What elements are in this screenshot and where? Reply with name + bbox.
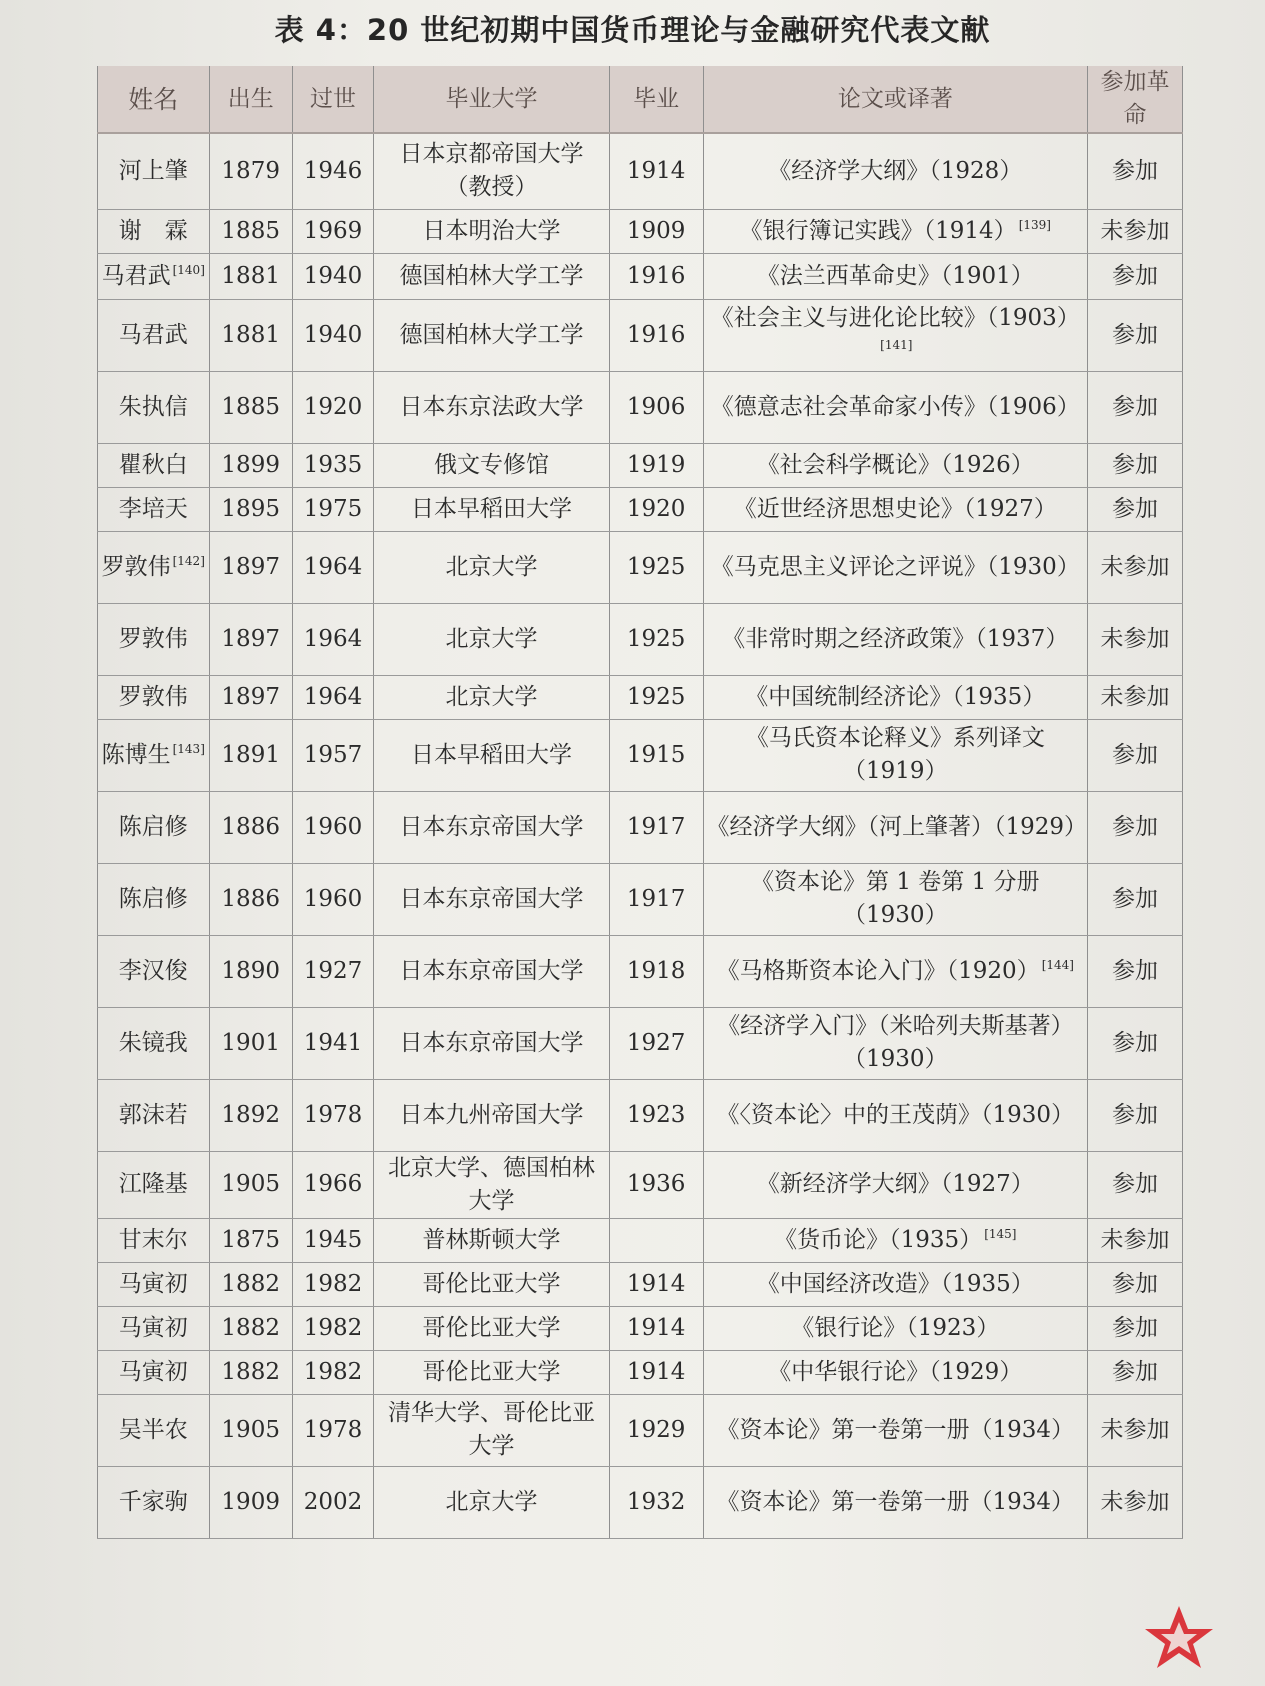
col-header-graduation: 毕业 [609, 66, 703, 133]
cell-death: 1946 [292, 133, 373, 209]
cell-birth: 1892 [209, 1079, 292, 1151]
cell-revolution: 未参加 [1088, 209, 1183, 253]
table-row [98, 531, 1183, 603]
table-caption: 表 4：20 世纪初期中国货币理论与金融研究代表文献 [274, 13, 991, 47]
cell-death: 1975 [292, 487, 373, 531]
cell-birth: 1881 [209, 253, 292, 299]
cell-revolution: 参加 [1088, 791, 1183, 863]
cell-death: 1982 [292, 1306, 373, 1350]
cell-work: 《社会主义与进化论比较》（1903）[141] [703, 299, 1088, 371]
cell-death: 1964 [292, 603, 373, 675]
cell-work: 《中国经济改造》（1935） [703, 1262, 1088, 1306]
cell-revolution: 参加 [1088, 1079, 1183, 1151]
cell-revolution: 参加 [1088, 371, 1183, 443]
cell-work: 《经济学入门》（米哈列夫斯基著）（1930） [703, 1007, 1088, 1079]
cell-name: 李培天 [98, 487, 210, 531]
cell-death: 1966 [292, 1151, 373, 1218]
cell-revolution: 参加 [1088, 443, 1183, 487]
table-row [98, 1306, 1183, 1350]
cell-birth: 1899 [209, 443, 292, 487]
cell-university: 北京大学 [374, 603, 610, 675]
cell-revolution: 参加 [1088, 1007, 1183, 1079]
cell-name: 陈启修 [98, 863, 210, 935]
table-row [98, 1007, 1183, 1079]
cell-university: 北京大学 [374, 531, 610, 603]
cell-work: 《经济学大纲》（1928） [703, 133, 1088, 209]
cell-graduation: 1914 [609, 1306, 703, 1350]
cell-revolution: 未参加 [1088, 1394, 1183, 1466]
cell-revolution: 参加 [1088, 487, 1183, 531]
cell-university: 哥伦比亚大学 [374, 1350, 610, 1394]
cell-work: 《资本论》第 1 卷第 1 分册（1930） [703, 863, 1088, 935]
cell-university: 日本东京帝国大学 [374, 935, 610, 1007]
red-star-stamp-icon [1143, 1602, 1215, 1674]
cell-graduation: 1936 [609, 1151, 703, 1218]
cell-graduation: 1909 [609, 209, 703, 253]
table-row [98, 443, 1183, 487]
cell-university: 日本明治大学 [374, 209, 610, 253]
cell-death: 1978 [292, 1079, 373, 1151]
cell-name: 河上肇 [98, 133, 210, 209]
cell-name: 甘末尔 [98, 1218, 210, 1262]
cell-death: 1940 [292, 299, 373, 371]
cell-work: 《马氏资本论释义》系列译文（1919） [703, 719, 1088, 791]
cell-revolution: 参加 [1088, 253, 1183, 299]
cell-work: 《中国统制经济论》（1935） [703, 675, 1088, 719]
cell-university: 哥伦比亚大学 [374, 1306, 610, 1350]
cell-birth: 1886 [209, 863, 292, 935]
table-row [98, 719, 1183, 791]
cell-graduation: 1917 [609, 863, 703, 935]
cell-work: 《中华银行论》（1929） [703, 1350, 1088, 1394]
cell-university: 德国柏林大学工学 [374, 253, 610, 299]
cell-birth: 1909 [209, 1466, 292, 1538]
cell-graduation: 1915 [609, 719, 703, 791]
cell-work: 《货币论》（1935） [145] [703, 1218, 1088, 1262]
table-row [98, 1151, 1183, 1218]
cell-death: 1940 [292, 253, 373, 299]
cell-birth: 1875 [209, 1218, 292, 1262]
cell-revolution: 参加 [1088, 719, 1183, 791]
table-row [98, 1394, 1183, 1466]
cell-university: 日本东京帝国大学 [374, 863, 610, 935]
cell-name: 马君武 [140] [98, 253, 210, 299]
cell-graduation: 1916 [609, 253, 703, 299]
cell-graduation: 1923 [609, 1079, 703, 1151]
cell-birth: 1905 [209, 1151, 292, 1218]
cell-death: 1960 [292, 791, 373, 863]
cell-birth: 1895 [209, 487, 292, 531]
col-header-death: 过世 [292, 66, 373, 133]
cell-revolution: 未参加 [1088, 1218, 1183, 1262]
cell-birth: 1897 [209, 603, 292, 675]
cell-graduation: 1914 [609, 1350, 703, 1394]
col-header-university: 毕业大学 [374, 66, 610, 133]
cell-birth: 1879 [209, 133, 292, 209]
cell-birth: 1886 [209, 791, 292, 863]
cell-birth: 1897 [209, 531, 292, 603]
cell-graduation: 1914 [609, 1262, 703, 1306]
cell-birth: 1882 [209, 1350, 292, 1394]
cell-name: 陈启修 [98, 791, 210, 863]
cell-name: 谢 霖 [98, 209, 210, 253]
cell-name: 朱镜我 [98, 1007, 210, 1079]
cell-name: 马君武 [98, 299, 210, 371]
cell-birth: 1882 [209, 1306, 292, 1350]
cell-death: 1982 [292, 1350, 373, 1394]
table-row [98, 253, 1183, 299]
table-row [98, 1350, 1183, 1394]
footnote-ref: [139] [1018, 217, 1051, 232]
cell-name: 瞿秋白 [98, 443, 210, 487]
cell-name: 马寅初 [98, 1262, 210, 1306]
cell-university: 普林斯顿大学 [374, 1218, 610, 1262]
cell-university: 日本九州帝国大学 [374, 1079, 610, 1151]
cell-graduation: 1917 [609, 791, 703, 863]
table-row [98, 863, 1183, 935]
cell-revolution: 参加 [1088, 1350, 1183, 1394]
cell-revolution: 参加 [1088, 935, 1183, 1007]
cell-revolution: 参加 [1088, 1306, 1183, 1350]
cell-work: 《银行论》（1923） [703, 1306, 1088, 1350]
cell-work: 《德意志社会革命家小传》（1906） [703, 371, 1088, 443]
cell-graduation: 1927 [609, 1007, 703, 1079]
cell-graduation: 1914 [609, 133, 703, 209]
cell-death: 1957 [292, 719, 373, 791]
cell-university: 北京大学 [374, 1466, 610, 1538]
cell-name: 罗敦伟 [98, 603, 210, 675]
cell-work: 《近世经济思想史论》（1927） [703, 487, 1088, 531]
cell-university: 日本早稻田大学 [374, 487, 610, 531]
cell-death: 1927 [292, 935, 373, 1007]
footnote-ref: [142] [172, 553, 205, 568]
cell-name: 马寅初 [98, 1306, 210, 1350]
table-row [98, 603, 1183, 675]
footnote-ref: [145] [984, 1226, 1017, 1241]
cell-graduation [609, 1218, 703, 1262]
cell-name: 罗敦伟 [98, 675, 210, 719]
cell-graduation: 1925 [609, 603, 703, 675]
table-row [98, 133, 1183, 209]
cell-university: 日本东京帝国大学 [374, 1007, 610, 1079]
cell-university: 日本京都帝国大学（教授） [374, 133, 610, 209]
cell-revolution: 未参加 [1088, 1466, 1183, 1538]
table-row [98, 487, 1183, 531]
cell-work: 《非常时期之经济政策》（1937） [703, 603, 1088, 675]
cell-name: 千家驹 [98, 1466, 210, 1538]
table-row [98, 299, 1183, 371]
cell-death: 1960 [292, 863, 373, 935]
cell-death: 1969 [292, 209, 373, 253]
cell-death: 1964 [292, 531, 373, 603]
cell-revolution: 未参加 [1088, 675, 1183, 719]
cell-university: 哥伦比亚大学 [374, 1262, 610, 1306]
cell-university: 日本东京法政大学 [374, 371, 610, 443]
cell-death: 1978 [292, 1394, 373, 1466]
cell-name: 朱执信 [98, 371, 210, 443]
cell-death: 1982 [292, 1262, 373, 1306]
cell-birth: 1891 [209, 719, 292, 791]
table-row [98, 1079, 1183, 1151]
cell-birth: 1882 [209, 1262, 292, 1306]
cell-revolution: 参加 [1088, 1151, 1183, 1218]
cell-death: 1945 [292, 1218, 373, 1262]
cell-name: 吴半农 [98, 1394, 210, 1466]
footnote-ref: [141] [880, 338, 913, 353]
footnote-ref: [143] [172, 741, 205, 756]
cell-birth: 1897 [209, 675, 292, 719]
cell-revolution: 参加 [1088, 863, 1183, 935]
cell-graduation: 1919 [609, 443, 703, 487]
cell-birth: 1881 [209, 299, 292, 371]
header-row [98, 66, 1183, 133]
cell-revolution: 未参加 [1088, 603, 1183, 675]
table-row [98, 1466, 1183, 1538]
cell-university: 俄文专修馆 [374, 443, 610, 487]
cell-revolution: 未参加 [1088, 531, 1183, 603]
cell-work: 《经济学大纲》（河上肇著）（1929） [703, 791, 1088, 863]
col-header-work: 论文或译著 [703, 66, 1088, 133]
cell-birth: 1885 [209, 209, 292, 253]
cell-university: 日本东京帝国大学 [374, 791, 610, 863]
col-header-birth: 出生 [209, 66, 292, 133]
cell-graduation: 1929 [609, 1394, 703, 1466]
cell-graduation: 1932 [609, 1466, 703, 1538]
cell-graduation: 1920 [609, 487, 703, 531]
cell-work: 《〈资本论〉中的王茂荫》（1930） [703, 1079, 1088, 1151]
cell-revolution: 参加 [1088, 1262, 1183, 1306]
cell-university: 北京大学 [374, 675, 610, 719]
cell-work: 《法兰西革命史》（1901） [703, 253, 1088, 299]
cell-death: 1935 [292, 443, 373, 487]
cell-revolution: 参加 [1088, 133, 1183, 209]
table-row [98, 791, 1183, 863]
cell-university: 清华大学、哥伦比亚大学 [374, 1394, 610, 1466]
cell-revolution: 参加 [1088, 299, 1183, 371]
cell-name: 罗敦伟 [142] [98, 531, 210, 603]
cell-graduation: 1925 [609, 675, 703, 719]
table-row [98, 1262, 1183, 1306]
cell-name: 江隆基 [98, 1151, 210, 1218]
cell-birth: 1905 [209, 1394, 292, 1466]
cell-work: 《马克思主义评论之评说》（1930） [703, 531, 1088, 603]
table-row [98, 209, 1183, 253]
cell-university: 德国柏林大学工学 [374, 299, 610, 371]
cell-birth: 1901 [209, 1007, 292, 1079]
cell-graduation: 1916 [609, 299, 703, 371]
cell-birth: 1885 [209, 371, 292, 443]
col-header-name: 姓名 [98, 66, 210, 133]
cell-name: 郭沫若 [98, 1079, 210, 1151]
cell-work: 《银行簿记实践》（1914） [139] [703, 209, 1088, 253]
cell-death: 1941 [292, 1007, 373, 1079]
cell-work: 《资本论》第一卷第一册（1934） [703, 1466, 1088, 1538]
col-header-revolution: 参加革命 [1088, 66, 1183, 133]
cell-graduation: 1906 [609, 371, 703, 443]
cell-graduation: 1925 [609, 531, 703, 603]
literature-table [97, 66, 1183, 1539]
footnote-ref: [144] [1041, 957, 1074, 972]
cell-name: 李汉俊 [98, 935, 210, 1007]
footnote-ref: [140] [172, 262, 205, 277]
cell-work: 《马格斯资本论入门》（1920） [144] [703, 935, 1088, 1007]
cell-name: 马寅初 [98, 1350, 210, 1394]
cell-university: 日本早稻田大学 [374, 719, 610, 791]
cell-graduation: 1918 [609, 935, 703, 1007]
cell-birth: 1890 [209, 935, 292, 1007]
table-row [98, 675, 1183, 719]
table-row [98, 1218, 1183, 1262]
table-row [98, 935, 1183, 1007]
cell-death: 1920 [292, 371, 373, 443]
cell-death: 2002 [292, 1466, 373, 1538]
cell-university: 北京大学、德国柏林大学 [374, 1151, 610, 1218]
cell-work: 《社会科学概论》（1926） [703, 443, 1088, 487]
cell-work: 《新经济学大纲》（1927） [703, 1151, 1088, 1218]
cell-work: 《资本论》第一卷第一册（1934） [703, 1394, 1088, 1466]
table-row [98, 371, 1183, 443]
cell-name: 陈博生 [143] [98, 719, 210, 791]
cell-death: 1964 [292, 675, 373, 719]
